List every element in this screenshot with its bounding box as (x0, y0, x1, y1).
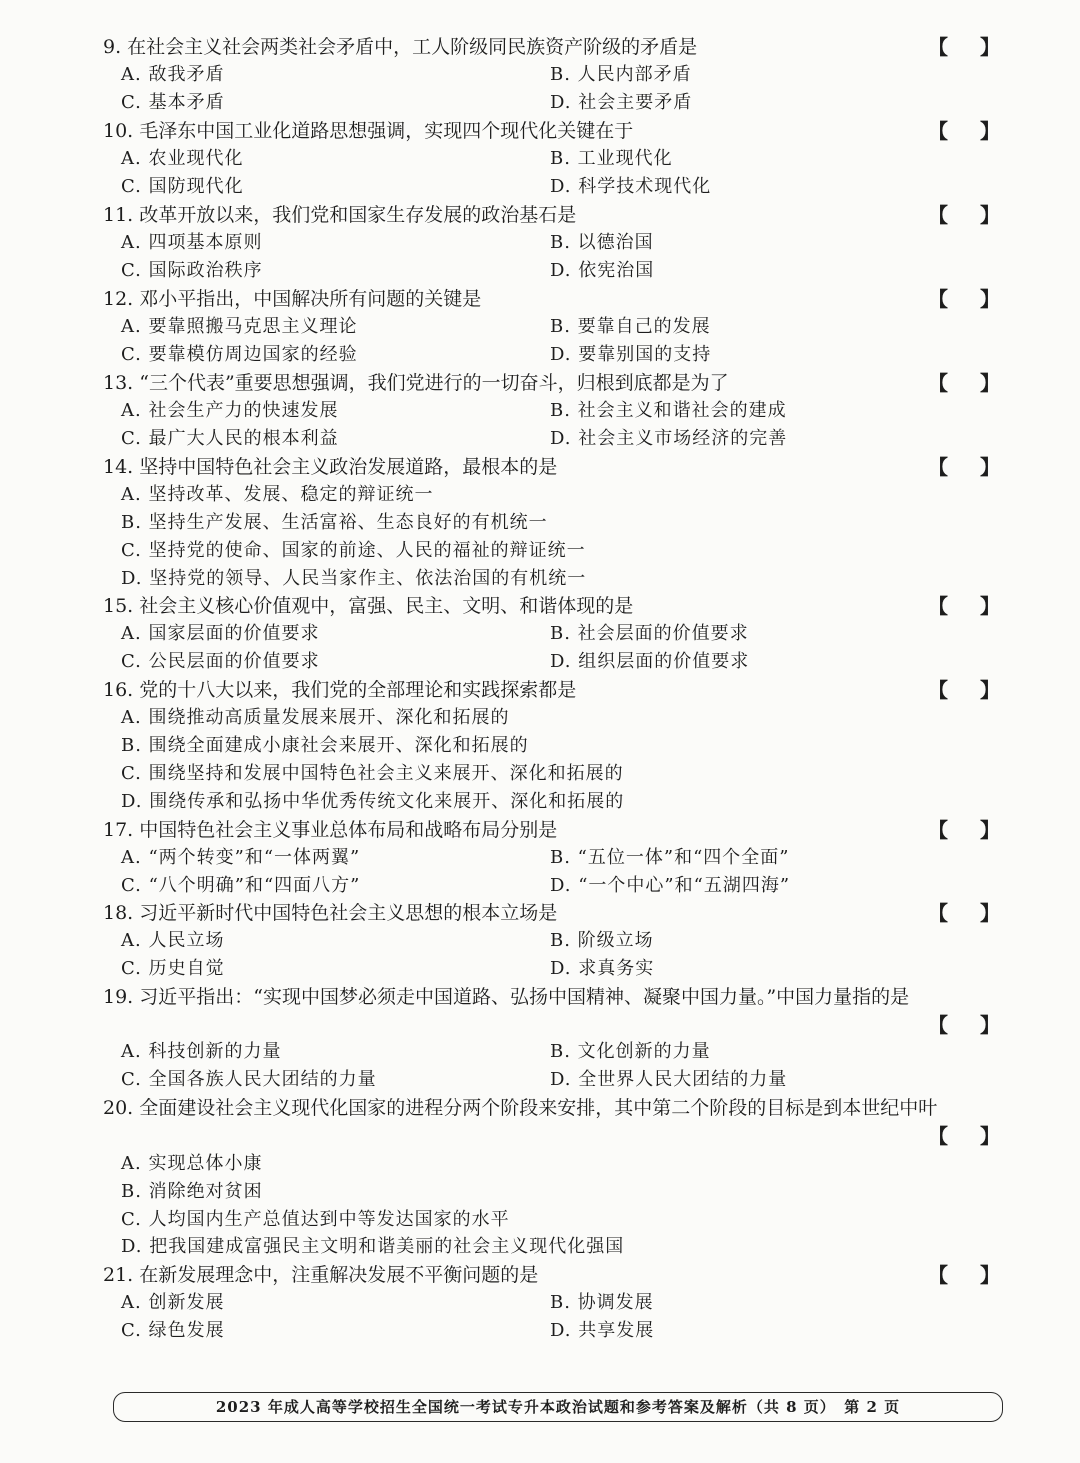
option-a: A. 创新发展 (121, 1292, 225, 1313)
option-a: A. 社会生产力的快速发展 (121, 400, 339, 421)
answer-bracket: 【 】 (928, 35, 1000, 59)
question-stem: 12. 邓小平指出，中国解决所有问题的关键是 (103, 288, 482, 310)
option-a: A. 敌我矛盾 (121, 64, 225, 85)
option-c: C. 国际政治秩序 (121, 260, 263, 281)
question-stem: 18. 习近平新时代中国特色社会主义思想的根本立场是 (103, 902, 558, 924)
option-d: D. 要靠别国的支持 (550, 344, 712, 365)
option-c: C. 全国各族人民大团结的力量 (121, 1069, 377, 1090)
option-b: B. 协调发展 (550, 1292, 654, 1313)
question-stem: 20. 全面建设社会主义现代化国家的进程分两个阶段来安排，其中第二个阶段的目标是到本世纪中叶 (103, 1097, 938, 1119)
option-b: B. 社会层面的价值要求 (550, 623, 749, 644)
option-b: B. 要靠自己的发展 (550, 316, 711, 337)
option-a: A. “两个转变”和“一体两翼” (121, 847, 361, 868)
option-b: B. “五位一体”和“四个全面” (550, 847, 790, 868)
question-stem: 14. 坚持中国特色社会主义政治发展道路，最根本的是 (103, 456, 558, 478)
option-c: C. “八个明确”和“四面八方” (121, 875, 361, 896)
option-c: C. 人均国内生产总值达到中等发达国家的水平 (121, 1209, 510, 1230)
option-d: D. 求真务实 (550, 958, 655, 979)
option-a: A. 坚持改革、发展、稳定的辩证统一 (121, 484, 434, 505)
answer-bracket: 【 】 (928, 1013, 1000, 1037)
option-c: C. 公民层面的价值要求 (121, 651, 320, 672)
option-a: A. 要靠照搬马克思主义理论 (121, 316, 358, 337)
answer-bracket: 【 】 (928, 1263, 1000, 1287)
option-d: D. 社会主义市场经济的完善 (550, 428, 788, 449)
option-d: D. 共享发展 (550, 1320, 655, 1341)
option-c: C. 国防现代化 (121, 176, 244, 197)
option-c: C. 坚持党的使命、国家的前途、人民的福祉的辩证统一 (121, 540, 586, 561)
answer-bracket: 【 】 (928, 1124, 1000, 1148)
answer-bracket: 【 】 (928, 287, 1000, 311)
answer-bracket: 【 】 (928, 455, 1000, 479)
answer-bracket: 【 】 (928, 678, 1000, 702)
option-a: A. 农业现代化 (121, 148, 244, 169)
option-c: C. 最广大人民的根本利益 (121, 428, 339, 449)
answer-bracket: 【 】 (928, 371, 1000, 395)
option-b: B. 坚持生产发展、生活富裕、生态良好的有机统一 (121, 512, 548, 533)
option-d: D. 科学技术现代化 (550, 176, 712, 197)
answer-bracket: 【 】 (928, 594, 1000, 618)
option-b: B. 工业现代化 (550, 148, 673, 169)
option-c: C. 要靠模仿周边国家的经验 (121, 344, 358, 365)
question-stem: 17. 中国特色社会主义事业总体布局和战略布局分别是 (103, 819, 558, 841)
question-stem: 19. 习近平指出：“实现中国梦必须走中国道路、弘扬中国精神、凝聚中国力量。”中国力量指的是 (103, 986, 910, 1008)
option-b: B. 以德治国 (550, 232, 654, 253)
question-stem: 15. 社会主义核心价值观中，富强、民主、文明、和谐体现的是 (103, 595, 634, 617)
option-a: A. 四项基本原则 (121, 232, 263, 253)
option-b: B. 消除绝对贫困 (121, 1181, 263, 1202)
option-c: C. 绿色发展 (121, 1320, 225, 1341)
option-d: D. 依宪治国 (550, 260, 655, 281)
question-stem: 11. 改革开放以来，我们党和国家生存发展的政治基石是 (103, 204, 577, 226)
question-stem: 10. 毛泽东中国工业化道路思想强调，实现四个现代化关键在于 (103, 120, 634, 142)
option-d: D. 把我国建成富强民主文明和谐美丽的社会主义现代化强国 (121, 1236, 625, 1257)
option-b: B. 阶级立场 (550, 930, 654, 951)
option-c: C. 围绕坚持和发展中国特色社会主义来展开、深化和拓展的 (121, 763, 624, 784)
page-footer: 2023 年成人高等学校招生全国统一考试专升本政治试题和参考答案及解析（共 8 页） 第 2 页 (113, 1392, 1003, 1422)
option-b: B. 人民内部矛盾 (550, 64, 692, 85)
answer-bracket: 【 】 (928, 901, 1000, 925)
question-stem: 13. “三个代表”重要思想强调，我们党进行的一切奋斗，归根到底都是为了 (103, 372, 729, 394)
option-a: A. 人民立场 (121, 930, 225, 951)
option-c: C. 基本矛盾 (121, 92, 225, 113)
option-a: A. 实现总体小康 (121, 1153, 263, 1174)
option-d: D. 坚持党的领导、人民当家作主、依法治国的有机统一 (121, 568, 587, 589)
option-d: D. 组织层面的价值要求 (550, 651, 750, 672)
option-c: C. 历史自觉 (121, 958, 225, 979)
option-d: D. 社会主要矛盾 (550, 92, 693, 113)
question-stem: 16. 党的十八大以来，我们党的全部理论和实践探索都是 (103, 679, 577, 701)
question-stem: 9. 在社会主义社会两类社会矛盾中，工人阶级同民族资产阶级的矛盾是 (103, 36, 698, 58)
question-stem: 21. 在新发展理念中，注重解决发展不平衡问题的是 (103, 1264, 539, 1286)
answer-bracket: 【 】 (928, 119, 1000, 143)
option-b: B. 文化创新的力量 (550, 1041, 711, 1062)
answer-bracket: 【 】 (928, 203, 1000, 227)
option-a: A. 国家层面的价值要求 (121, 623, 320, 644)
option-a: A. 围绕推动高质量发展来展开、深化和拓展的 (121, 707, 510, 728)
option-b: B. 社会主义和谐社会的建成 (550, 400, 787, 421)
option-a: A. 科技创新的力量 (121, 1041, 282, 1062)
option-d: D. 全世界人民大团结的力量 (550, 1069, 788, 1090)
answer-bracket: 【 】 (928, 818, 1000, 842)
option-d: D. “一个中心”和“五湖四海” (550, 875, 791, 896)
option-d: D. 围绕传承和弘扬中华优秀传统文化来展开、深化和拓展的 (121, 791, 625, 812)
option-b: B. 围绕全面建成小康社会来展开、深化和拓展的 (121, 735, 529, 756)
